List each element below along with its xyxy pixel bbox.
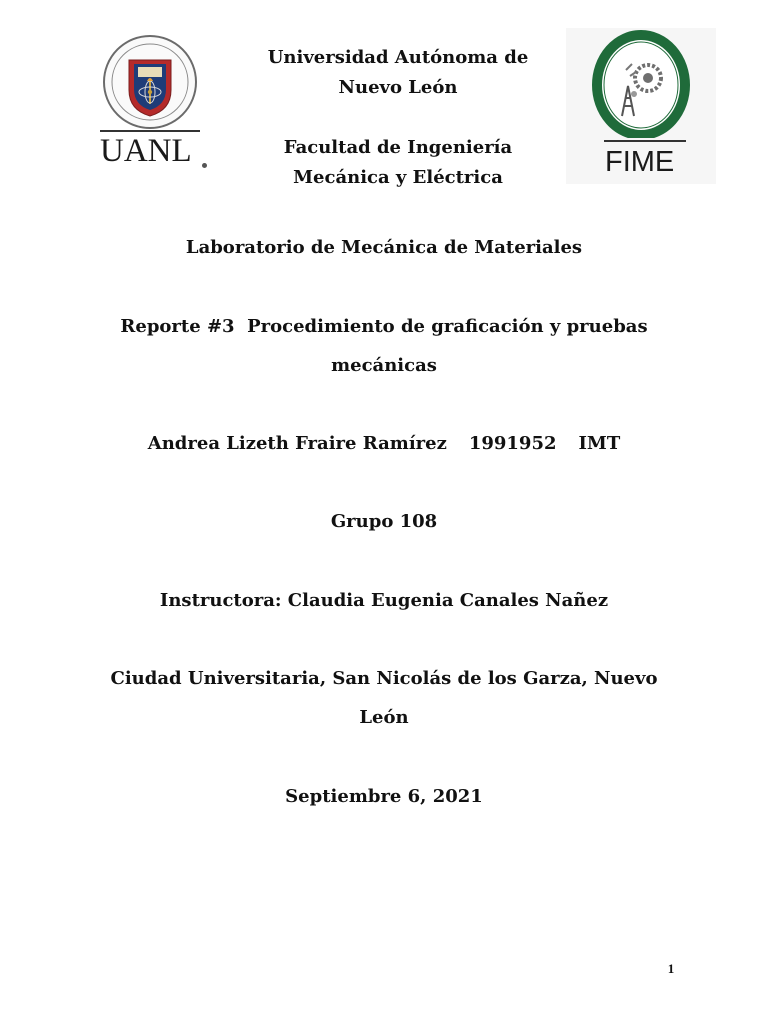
fime-rule [604, 140, 686, 142]
uanl-wordmark: UANL [100, 133, 192, 169]
uanl-seal-icon [98, 34, 210, 132]
fime-logo [566, 28, 716, 184]
faculty-name-line2: Mecánica y Eléctrica [293, 167, 503, 188]
report-title-line1: Reporte #3 Procedimiento de graficación y pruebas [120, 316, 648, 337]
student-id: 1991952 [468, 433, 557, 454]
student-info [0, 433, 768, 455]
student-career: IMT [578, 433, 621, 454]
uanl-registered-mark [202, 163, 207, 168]
date-label: Septiembre 6, 2021 [285, 786, 483, 807]
faculty-name-line1: Facultad de Ingeniería [283, 137, 513, 158]
student-name: Andrea Lizeth Fraire Ramírez [147, 433, 447, 454]
location-line2: León [359, 707, 409, 728]
instructor-label: Instructora: Claudia Eugenia Canales Nañez [159, 590, 609, 611]
location-line1: Ciudad Universitaria, San Nicolás de los Garza, Nuevo [110, 668, 658, 689]
uanl-logo [98, 34, 210, 176]
lab-title: Laboratorio de Mecánica de Materiales [185, 237, 583, 258]
report-title-line2: mecánicas [331, 355, 437, 376]
group-label: Grupo 108 [330, 511, 438, 532]
page-number: 1 [667, 961, 675, 976]
university-name-line1: Universidad Autónoma de [267, 47, 529, 68]
university-name-line2: Nuevo León [338, 77, 458, 98]
fime-seal-icon [566, 28, 716, 138]
fime-wordmark: FIME [605, 146, 675, 178]
